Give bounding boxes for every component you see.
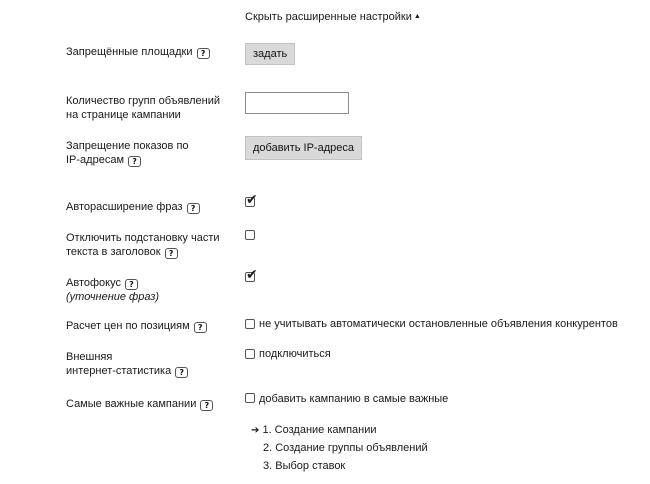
auto-expand-label: [66, 200, 200, 214]
external-stats-option[interactable]: подключиться: [259, 348, 331, 360]
help-icon[interactable]: ?: [197, 48, 210, 59]
disable-title-subst-label: [66, 231, 220, 259]
hide-advanced-settings-link[interactable]: [245, 11, 421, 23]
hide-advanced-settings-label: Скрыть расширенные настройки: [245, 11, 412, 23]
checkmark-icon: ✔: [246, 192, 258, 208]
autofocus-label: [66, 276, 159, 304]
step-item[interactable]: 2. Создание группы объявлений: [263, 442, 428, 454]
position-pricing-option[interactable]: не учитывать автоматически остановленные объявления конкурентов: [259, 318, 618, 330]
groups-count-line1: Количество групп объявлений: [66, 95, 220, 107]
ip-block-line1: Запрещение показов по: [66, 140, 189, 152]
help-icon[interactable]: ?: [165, 248, 178, 259]
auto-expand-checkbox[interactable]: [245, 192, 258, 208]
add-ip-addresses-button[interactable]: добавить IP-адреса: [245, 136, 362, 160]
help-icon[interactable]: ?: [125, 279, 138, 290]
forbidden-sites-text: Запрещённые площадки: [66, 46, 193, 58]
disable-title-subst-line1: Отключить подстановку части: [66, 232, 220, 244]
autofocus-checkbox[interactable]: [245, 267, 258, 283]
help-icon[interactable]: ?: [187, 203, 200, 214]
groups-count-line2: на странице кампании: [66, 109, 181, 121]
groups-count-label: [66, 94, 220, 122]
auto-expand-text: Авторасширение фраз: [66, 201, 183, 213]
collapse-arrow-icon: ▲: [413, 13, 421, 20]
help-icon[interactable]: ?: [194, 322, 207, 333]
position-pricing-label: [66, 319, 207, 333]
external-stats-line2: интернет-статистика: [66, 365, 172, 377]
help-icon[interactable]: ?: [175, 367, 188, 378]
set-forbidden-sites-button[interactable]: задать: [245, 43, 295, 65]
help-icon[interactable]: ?: [200, 400, 213, 411]
disable-title-subst-line2: текста в заголовок: [66, 246, 161, 258]
disable-title-subst-checkbox[interactable]: [245, 230, 255, 240]
important-campaigns-text: Самые важные кампании: [66, 398, 197, 410]
current-step-arrow-icon: ➔: [251, 425, 260, 436]
step-item[interactable]: 3. Выбор ставок: [263, 460, 346, 472]
position-pricing-text: Расчет цен по позициям: [66, 320, 190, 332]
important-campaigns-label: [66, 397, 213, 411]
external-stats-label: [66, 350, 188, 378]
external-stats-line1: Внешняя: [66, 351, 113, 363]
autofocus-text: Автофокус: [66, 277, 121, 289]
external-stats-checkbox[interactable]: [245, 349, 255, 359]
checkmark-icon: ✔: [246, 267, 258, 283]
groups-count-input[interactable]: [245, 92, 349, 114]
autofocus-sublabel: (уточнение фраз): [66, 291, 159, 303]
help-icon[interactable]: ?: [128, 156, 141, 167]
important-campaigns-option[interactable]: добавить кампанию в самые важные: [259, 393, 449, 405]
ip-block-line2: IP-адресам: [66, 154, 125, 166]
position-pricing-checkbox[interactable]: [245, 319, 255, 329]
forbidden-sites-label: [66, 45, 210, 59]
ip-block-label: [66, 139, 189, 167]
important-campaigns-checkbox[interactable]: [245, 393, 255, 403]
step-label: 1. Создание кампании: [262, 424, 377, 436]
step-item-current: [251, 424, 377, 436]
